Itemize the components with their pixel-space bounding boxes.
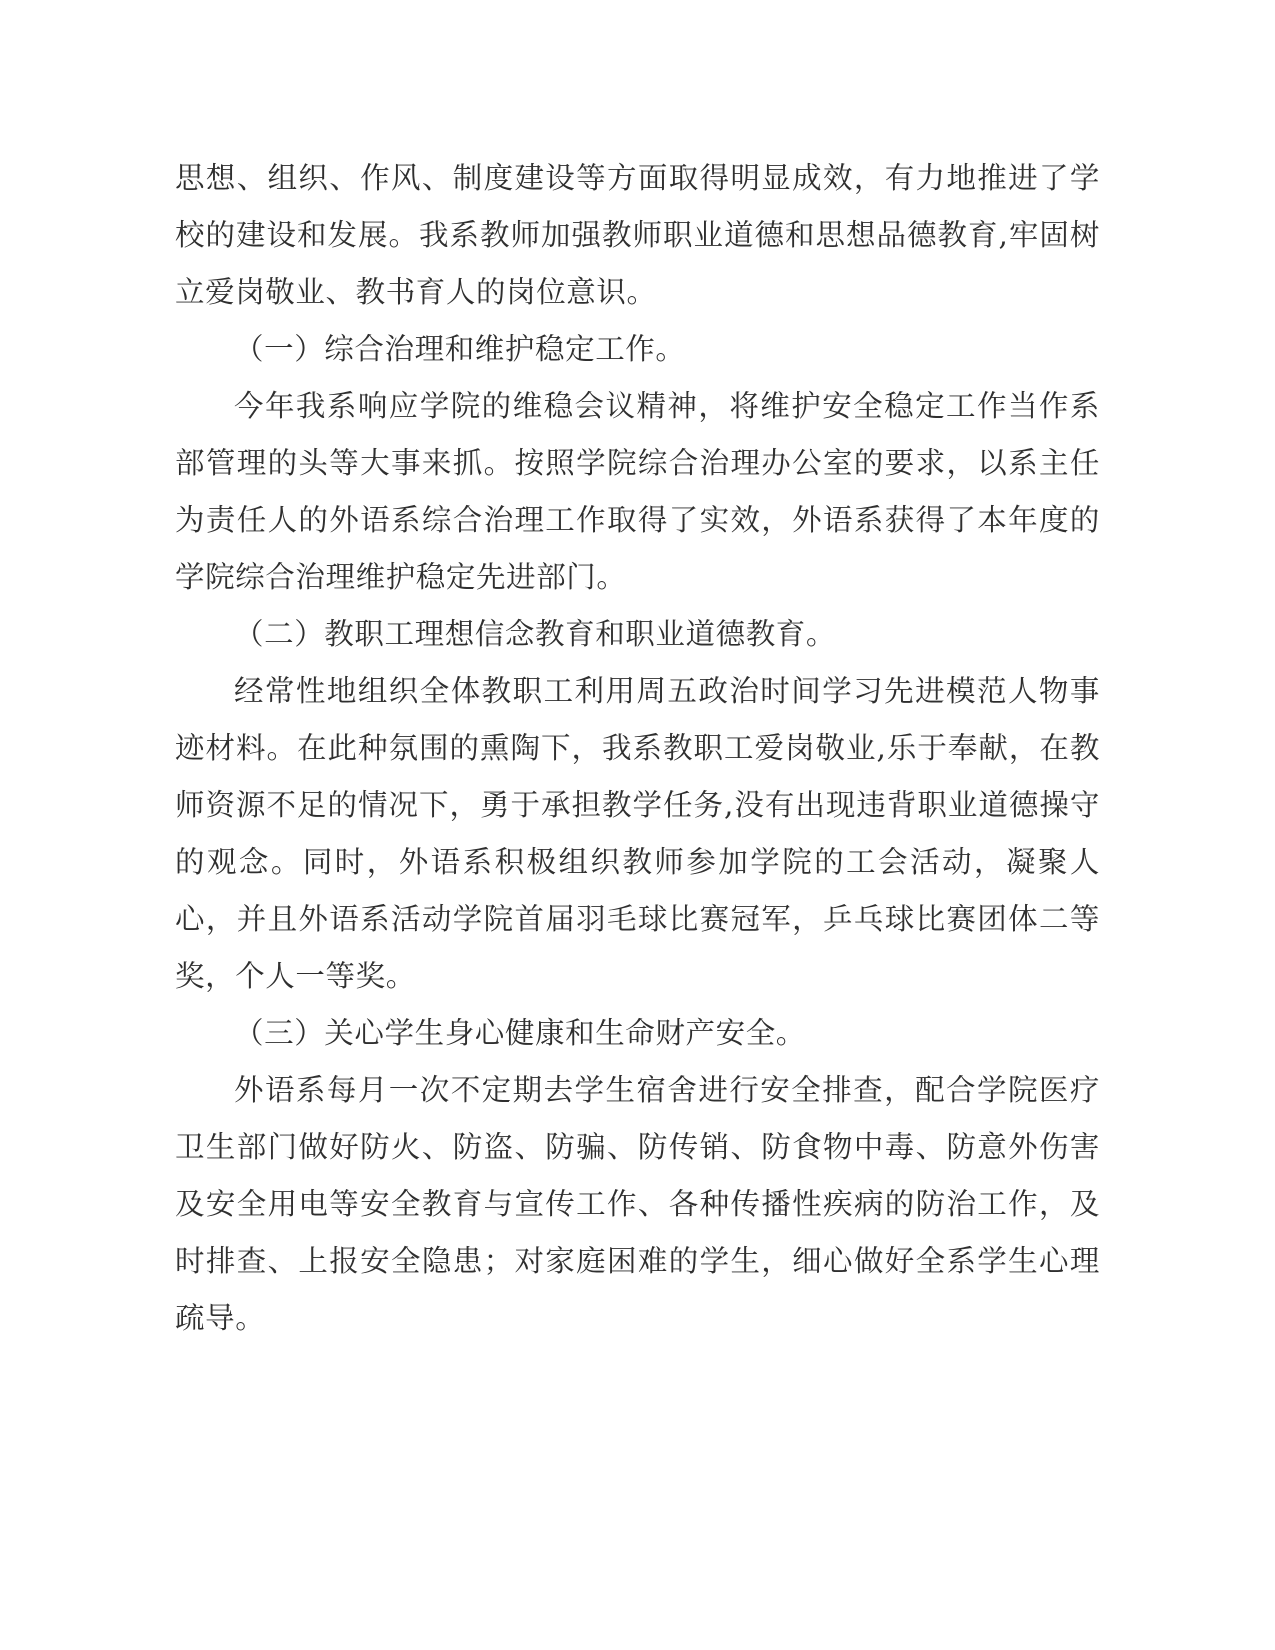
- paragraph-heading-three: （三）关心学生身心健康和生命财产安全。: [234, 1016, 806, 1050]
- document-body: [175, 150, 1100, 1347]
- paragraph-heading-one: （一）综合治理和维护稳定工作。: [234, 332, 686, 366]
- paragraph-section-one-body: 今年我系响应学院的维稳会议精神，将维护安全稳定工作当作系部管理的头等大事来抓。按照学院综合治理办公室的要求，以系主任为责任人的外语系综合治理工作取得了实效，外语系获得了本年度的学院综合治理维护稳定先进部门。: [175, 389, 1100, 594]
- paragraph-heading-two: （二）教职工理想信念教育和职业道德教育。: [234, 617, 837, 651]
- paragraph-continuation: 思想、组织、作风、制度建设等方面取得明显成效，有力地推进了学校的建设和发展。我系教师加强教师职业道德和思想品德教育,牢固树立爱岗敬业、教书育人的岗位意识。: [175, 161, 1100, 309]
- paragraph-section-three-body: 外语系每月一次不定期去学生宿舍进行安全排查，配合学院医疗卫生部门做好防火、防盗、防骗、防传销、防食物中毒、防意外伤害及安全用电等安全教育与宣传工作、各种传播性疾病的防治工作，及时排查、上报安全隐患；对家庭困难的学生，细心做好全系学生心理疏导。: [175, 1073, 1100, 1335]
- paragraph-section-two-body: 经常性地组织全体教职工利用周五政治时间学习先进模范人物事迹材料。在此种氛围的熏陶下，我系教职工爱岗敬业,乐于奉献，在教师资源不足的情况下，勇于承担教学任务,没有出现违背职业道德操守的观念。同时，外语系积极组织教师参加学院的工会活动，凝聚人心，并且外语系活动学院首届羽毛球比赛冠军，乒乓球比赛团体二等奖，个人一等奖。: [175, 674, 1100, 993]
